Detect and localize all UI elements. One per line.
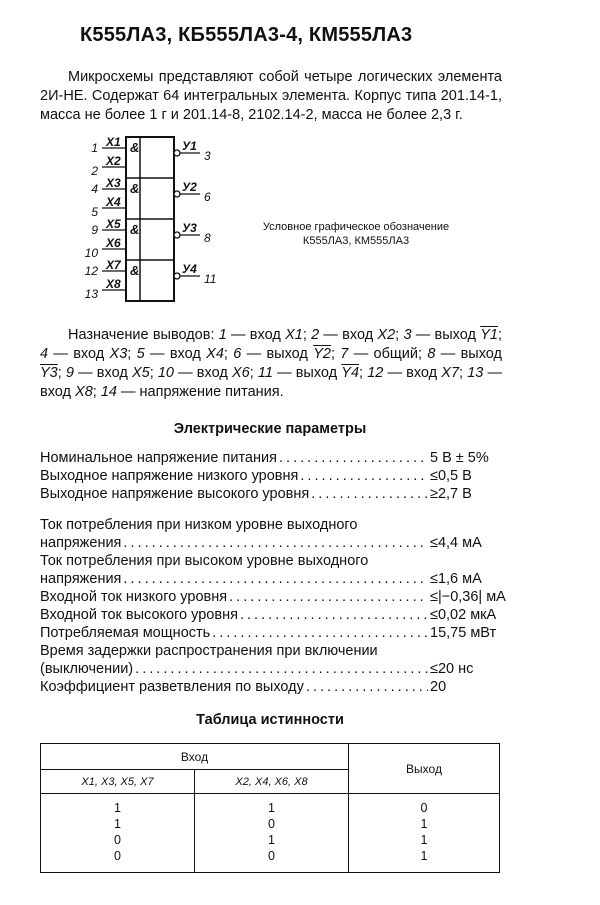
param-value: 5 В ± 5% — [430, 450, 489, 466]
truth-cell: 0 — [349, 794, 500, 817]
input-label: X3 — [106, 176, 121, 190]
leader-dots — [279, 449, 428, 467]
pin-item: 1 — вход X1; — [218, 327, 312, 343]
input-label: X7 — [106, 258, 121, 272]
param-row — [40, 606, 510, 624]
leader-dots — [240, 606, 428, 624]
leader-dots — [123, 570, 428, 588]
page-title: К555ЛА3, КБ555ЛА3-4, КМ555ЛА3 — [80, 24, 413, 46]
inversion-bubble — [174, 191, 180, 197]
param-value: ≤4,4 мА — [430, 535, 482, 551]
and-symbol: & — [130, 222, 140, 237]
leader-dots — [300, 467, 428, 485]
param-value: 15,75 мВт — [430, 625, 497, 641]
truth-table — [40, 743, 500, 873]
pin-number: 13 — [84, 287, 98, 301]
pin-item: 3 — выход Y1; — [403, 327, 502, 343]
input-label: X1 — [106, 135, 121, 149]
pin-item: 5 — вход X4; — [136, 346, 234, 362]
pin-number: 2 — [91, 164, 98, 178]
symbol-caption-line2: К555ЛА3, КМ555ЛА3 — [302, 235, 410, 247]
param-name: Номинальное напряжение питания — [40, 450, 277, 466]
pin-item: 13 — вход X8; — [40, 365, 502, 400]
input-label: X8 — [106, 277, 121, 291]
and-symbol: & — [130, 140, 140, 155]
output-header: Выход — [349, 744, 500, 794]
truth-cell: 0 — [195, 816, 349, 832]
symbol-caption — [256, 220, 456, 248]
pin-number: 9 — [91, 223, 98, 237]
param-name: напряжения — [40, 571, 122, 587]
param-value: ≤1,6 мА — [430, 571, 482, 587]
output-label: У4 — [182, 262, 197, 276]
pin-item: 9 — вход X5; — [65, 365, 158, 381]
pin-number: 10 — [84, 246, 98, 260]
inversion-bubble — [174, 232, 180, 238]
pin-number: 5 — [91, 205, 98, 219]
param-row — [40, 534, 510, 552]
input-label: X6 — [106, 236, 121, 250]
pin-number: 6 — [204, 190, 211, 204]
logic-symbol-svg — [78, 133, 238, 308]
truth-cell: 1 — [349, 832, 500, 848]
param-row — [40, 660, 510, 678]
param-name: Входной ток низкого уровня — [40, 589, 228, 605]
param-value: ≤0,02 мкА — [430, 607, 497, 623]
param-row — [40, 449, 510, 467]
truth-cell: 1 — [41, 816, 195, 832]
pins-lead: Назначение выводов: — [68, 327, 219, 343]
truth-table-heading: Таблица истинности — [196, 712, 344, 728]
param-name-line: Ток потребления при низком уровне выходного — [40, 517, 358, 533]
pin-item: 14 — напряжение питания. — [100, 384, 284, 400]
input-label: X4 — [106, 195, 121, 209]
output-label: У2 — [182, 180, 197, 194]
param-row — [40, 485, 510, 503]
truth-row — [41, 848, 500, 873]
leader-dots — [311, 485, 428, 503]
leader-dots — [306, 678, 428, 696]
pin-item: 2 — вход X2; — [311, 327, 404, 343]
input-label: X2 — [106, 154, 121, 168]
param-name: напряжения — [40, 535, 122, 551]
pin-item: 6 — выход Y2; — [233, 346, 341, 362]
params-group-2 — [40, 516, 510, 696]
symbol-caption-line1: Условное графическое обозначение — [262, 221, 450, 233]
logic-symbol — [78, 133, 238, 313]
truth-cell: 0 — [41, 848, 195, 873]
intro-paragraph: Микросхемы представляют собой четыре логических элемента 2И-НЕ. Содержат 64 интегральных элемента. Корпус типа 201.14-1, масса не более 1 г и 201.14-8, 2102.14-2, масса не более 2,3 г. — [40, 69, 502, 123]
param-name: Потребляемая мощность — [40, 625, 211, 641]
leader-dots — [123, 534, 428, 552]
param-row — [40, 588, 510, 606]
pin-item: 4 — вход X3; — [40, 346, 137, 362]
truth-cell: 1 — [349, 816, 500, 832]
pin-number: 12 — [84, 264, 98, 278]
leader-dots — [212, 624, 428, 642]
pin-number: 11 — [204, 272, 217, 286]
pin-number: 3 — [204, 149, 211, 163]
pin-item: 7 — общий; — [340, 346, 428, 362]
param-value: 20 — [430, 679, 447, 695]
pin-item: 12 — вход X7; — [367, 365, 468, 381]
param-row — [40, 467, 510, 485]
param-name-line: Время задержки распространения при включении — [40, 643, 378, 659]
param-name: (выключении) — [40, 661, 134, 677]
inversion-bubble — [174, 273, 180, 279]
output-label: У3 — [182, 221, 197, 235]
param-row — [40, 570, 510, 588]
truth-cell: 0 — [195, 848, 349, 873]
truth-cell: 1 — [349, 848, 500, 873]
param-row — [40, 624, 510, 642]
param-name: Коэффициент разветвления по выходу — [40, 679, 304, 695]
inversion-bubble — [174, 150, 180, 156]
pin-number: 4 — [91, 182, 98, 196]
truth-cell: 1 — [195, 794, 349, 817]
pin-number: 8 — [204, 231, 211, 245]
pin-item: 8 — выход Y3; — [40, 346, 502, 381]
pin-assignment — [40, 326, 502, 402]
param-value: ≤20 нс — [430, 661, 474, 677]
param-name-line: Ток потребления при высоком уровне выходного — [40, 553, 369, 569]
params-heading: Электрические параметры — [173, 421, 367, 437]
pin-item: 10 — вход X6; — [157, 365, 258, 381]
output-label: У1 — [182, 139, 197, 153]
truth-cell: 1 — [41, 794, 195, 817]
leader-dots — [135, 660, 428, 678]
param-name: Выходное напряжение низкого уровня — [40, 468, 299, 484]
and-symbol: & — [130, 263, 140, 278]
param-value: ≥2,7 В — [430, 486, 472, 502]
truth-cell: 0 — [41, 832, 195, 848]
param-name: Выходное напряжение высокого уровня — [40, 486, 310, 502]
input-col-even-header: X2, X4, X6, X8 — [195, 770, 349, 794]
input-header: Вход — [41, 744, 349, 770]
truth-cell: 1 — [195, 832, 349, 848]
param-value: ≤|−0,36| мА — [430, 589, 506, 605]
param-value: ≤0,5 В — [430, 468, 472, 484]
params-group-1 — [40, 449, 510, 503]
input-label: X5 — [106, 217, 121, 231]
pin-number: 1 — [91, 141, 98, 155]
input-col-odd-header: X1, X3, X5, X7 — [41, 770, 195, 794]
truth-row — [41, 832, 500, 848]
param-name: Входной ток высокого уровня — [40, 607, 238, 623]
and-symbol: & — [130, 181, 140, 196]
leader-dots — [229, 588, 428, 606]
pin-item: 11 — выход Y4; — [257, 365, 368, 381]
truth-row — [41, 816, 500, 832]
param-row — [40, 678, 510, 696]
truth-row — [41, 794, 500, 817]
